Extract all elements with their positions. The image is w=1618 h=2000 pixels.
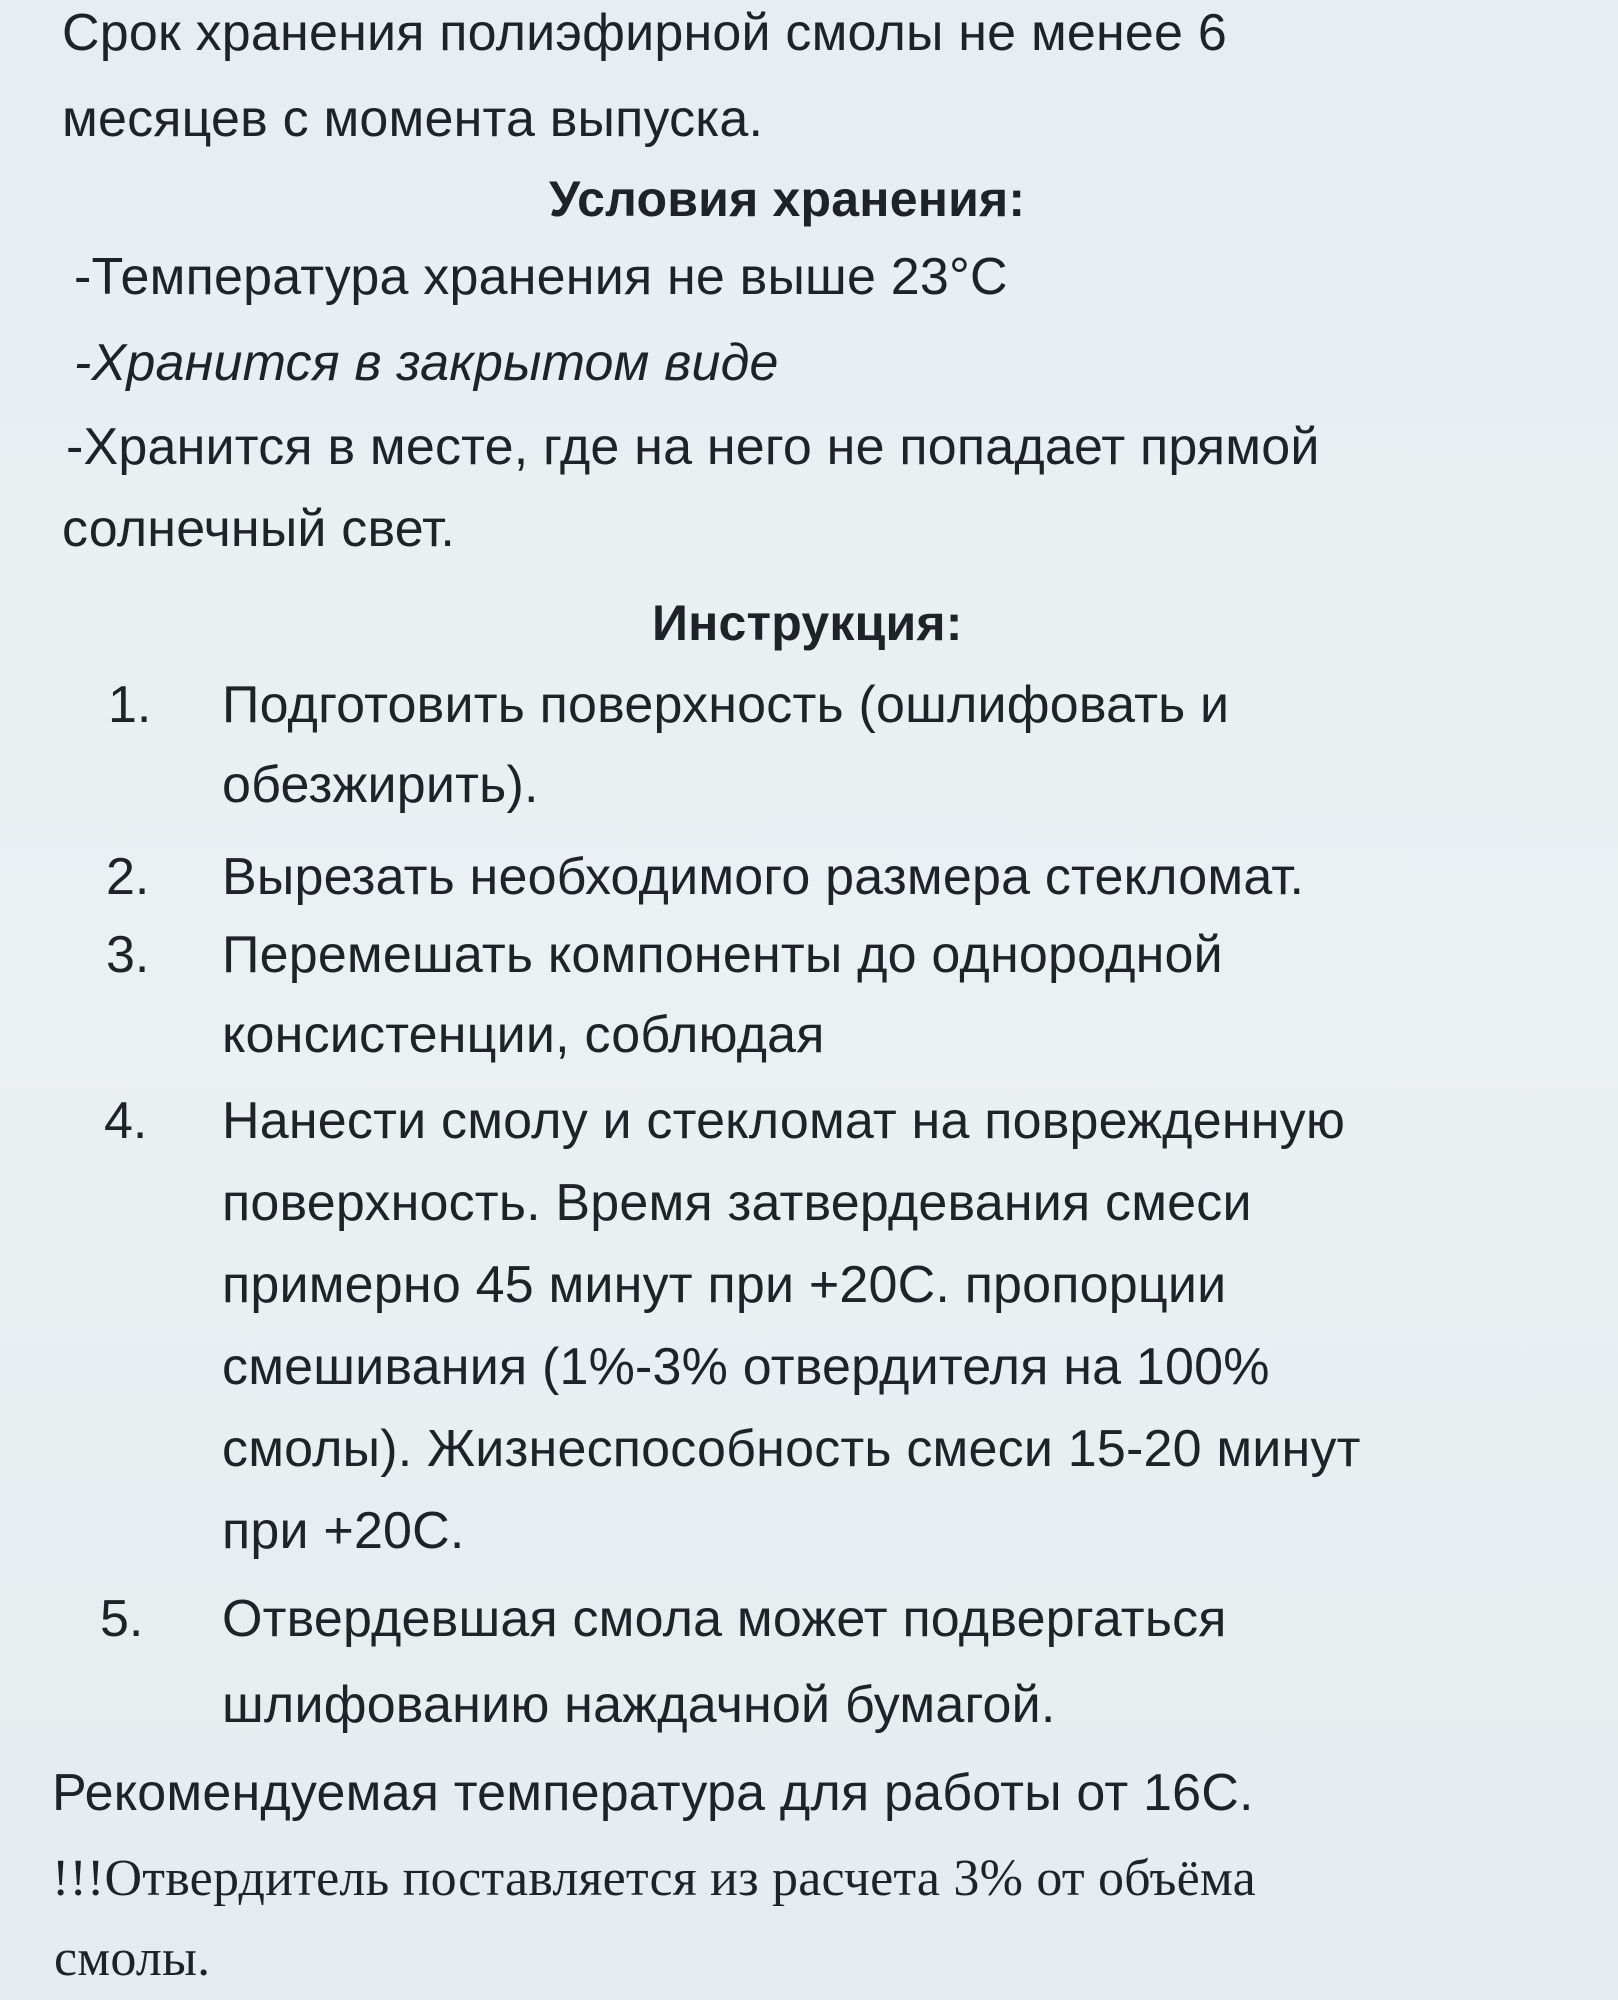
- hardener-note-line-2: смолы.: [54, 1930, 211, 1987]
- shelf-life-line-1: Срок хранения полиэфирной смолы не менее 6: [62, 4, 1227, 62]
- storage-sunlight-line-2: солнечный свет.: [62, 500, 456, 558]
- step-4-line-2: поверхность. Время затвердевания смеси: [222, 1174, 1252, 1232]
- hardener-note-line-1: !!!Отвердитель поставляется из расчета 3% от объёма: [52, 1850, 1256, 1907]
- step-2-number: 2.: [106, 848, 150, 906]
- step-3-line-2: консистенции, соблюдая: [222, 1006, 825, 1064]
- step-3-number: 3.: [106, 926, 150, 984]
- step-2-line-1: Вырезать необходимого размера стекломат.: [222, 848, 1305, 906]
- step-1-number: 1.: [108, 676, 152, 734]
- step-1-line-2: обезжирить).: [222, 756, 539, 814]
- storage-temperature: -Температура хранения не выше 23°С: [74, 248, 1008, 306]
- step-4-line-5: смолы). Жизнеспособность смеси 15-20 минут: [222, 1420, 1361, 1478]
- storage-heading: Условия хранения:: [549, 171, 1026, 227]
- recommended-temperature: Рекомендуемая температура для работы от 16С.: [52, 1764, 1254, 1822]
- storage-closed: -Хранится в закрытом виде: [74, 334, 779, 392]
- step-4-number: 4.: [104, 1092, 148, 1150]
- step-5-line-1: Отвердевшая смола может подвергаться: [222, 1590, 1227, 1648]
- step-5-number: 5.: [100, 1590, 144, 1648]
- shelf-life-line-2: месяцев с момента выпуска.: [62, 90, 764, 148]
- step-1-line-1: Подготовить поверхность (ошлифовать и: [222, 676, 1230, 734]
- step-3-line-1: Перемешать компоненты до однородной: [222, 926, 1223, 984]
- step-4-line-4: смешивания (1%-3% отвердителя на 100%: [222, 1338, 1270, 1396]
- step-4-line-1: Нанести смолу и стекломат на поврежденную: [222, 1092, 1346, 1150]
- instruction-heading: Инструкция:: [652, 595, 963, 651]
- step-4-line-3: примерно 45 минут при +20С. пропорции: [222, 1256, 1227, 1314]
- step-4-line-6: при +20С.: [222, 1502, 465, 1560]
- storage-sunlight-line-1: -Хранится в месте, где на него не попадает прямой: [66, 418, 1320, 476]
- step-5-line-2: шлифованию наждачной бумагой.: [222, 1676, 1056, 1734]
